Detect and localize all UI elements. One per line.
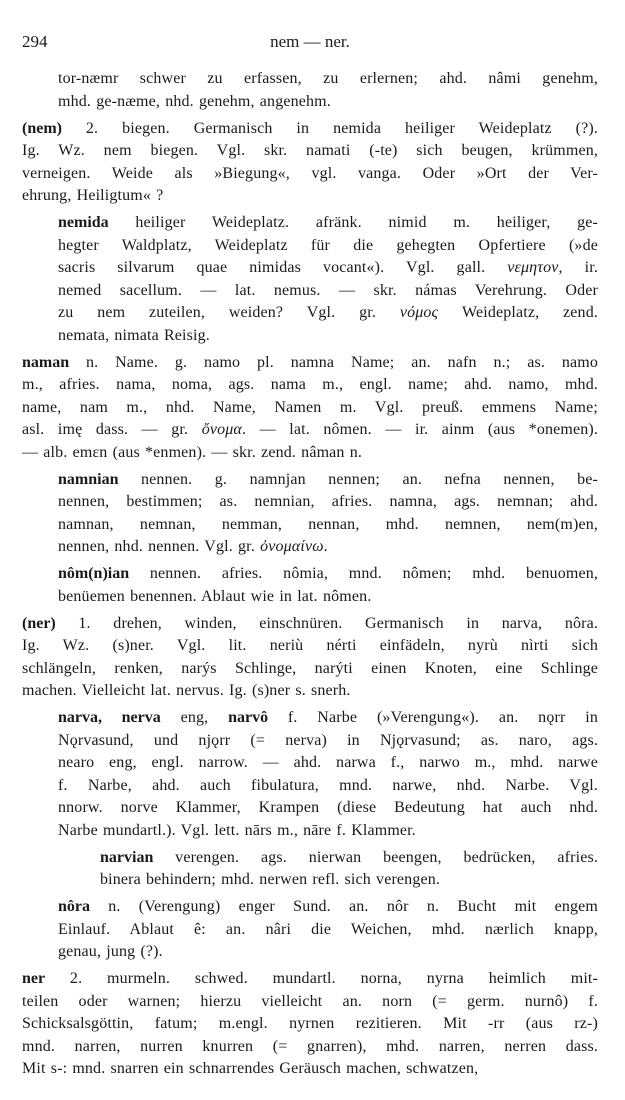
text-line <box>58 941 598 964</box>
dictionary-entry <box>0 352 625 465</box>
dictionary-entries <box>0 68 625 1085</box>
headword: nôm(n)ian <box>58 565 130 582</box>
headword: (ner) <box>22 614 56 632</box>
text-line <box>22 163 598 186</box>
text-line <box>58 775 598 798</box>
text-line <box>58 212 598 235</box>
entry-text: benüemen benennen. Ablaut wie in lat. nômen. <box>58 587 372 605</box>
entry-text: mnd. narren, nurren knurren (= gnarren), mhd. narren, nerren dass. <box>22 1037 598 1055</box>
entry-text: Mit s-: mnd. snarren ein schnarrendes Geräusch machen, schwatzen, <box>22 1060 479 1077</box>
entry-text: zu nem zuteilen, weiden? Vgl. gr. <box>58 304 400 321</box>
text-line <box>22 397 598 420</box>
entry-text: hegter Waldplatz, Weideplatz für die gehegten Opfertiere (»de <box>58 236 598 254</box>
headword: narvô <box>228 709 269 726</box>
entry-text: n. Name. g. namo pl. namna Name; an. nafn n.; as. namo <box>69 353 598 371</box>
text-line <box>58 257 598 280</box>
text-line <box>58 730 598 753</box>
text-line <box>58 325 598 348</box>
dictionary-entry <box>0 118 625 208</box>
greek-form: νεμητον <box>507 259 559 276</box>
entry-text: nearo eng, engl. narrow. — ahd. narwa f., narwo m., mhd. narwe <box>58 754 598 771</box>
text-line <box>22 613 598 636</box>
entry-text: Ig. Wz. (s)ner. Vgl. lit. neriù nérti einfädeln, nyrù nìrti sich <box>22 637 598 654</box>
entry-text: 2. murmeln. schwed. mundartl. norna, nyrna heimlich mit- <box>45 970 598 987</box>
text-line <box>22 118 598 141</box>
greek-form: ὀνομαίνω <box>260 538 324 555</box>
entry-text: f. Narbe (»Verengung«). an. nǫrr in <box>268 709 598 726</box>
text-line <box>22 991 598 1014</box>
text-line <box>22 1013 598 1036</box>
text-line <box>22 1036 598 1059</box>
dictionary-subentry <box>0 469 625 559</box>
text-line <box>22 658 598 681</box>
entry-text: nennen. afries. nômia, mnd. nômen; mhd. benuomen, <box>129 565 598 582</box>
entry-text: m., afries. nama, noma, ags. nama m., engl. name; ahd. namo, mhd. <box>22 376 598 393</box>
text-line <box>58 536 598 559</box>
entry-text: Einlauf. Ablaut ê: an. nâri die Weichen, mhd. nærlich knapp, <box>58 920 598 938</box>
entry-text: tor-næmr schwer zu erfassen, zu erlernen; ahd. nâmi genehm, <box>58 70 598 87</box>
entry-text: nemed sacellum. — lat. nemus. — skr. námas Verehrung. Oder <box>58 281 598 299</box>
text-line <box>22 140 598 163</box>
headword: narva, nerva <box>58 709 161 726</box>
text-line <box>58 469 598 492</box>
headword: nemida <box>58 214 109 231</box>
text-line <box>22 185 598 208</box>
entry-text: Schicksalsgöttin, fatum; m.engl. nyrnen rezitieren. Mit -rr (aus rz-) <box>22 1015 598 1032</box>
dictionary-entry <box>0 968 625 1081</box>
text-line <box>22 968 598 991</box>
dictionary-subentry <box>0 68 625 113</box>
entry-text: Nǫrvasund, und njǫrr (= nerva) in Njǫrvasund; as. naro, ags. <box>58 731 598 749</box>
text-line <box>58 68 598 91</box>
entry-text: eng, <box>160 709 229 726</box>
text-line <box>58 896 598 919</box>
text-line <box>22 680 598 703</box>
entry-text: 1. drehen, winden, einschnüren. Germanisch in narva, nôra. <box>55 614 598 632</box>
entry-text: Ig. Wz. nem biegen. Vgl. skr. namati (-te) sich beugen, krümmen, <box>22 142 598 159</box>
entry-text: ehrung, Heiligtum« ? <box>22 187 164 204</box>
text-line <box>22 442 598 465</box>
headword: (nem) <box>22 119 62 137</box>
entry-text: . <box>323 538 328 555</box>
dictionary-subentry <box>0 896 625 964</box>
page-header <box>22 30 598 54</box>
dictionary-subentry <box>0 707 625 842</box>
dictionary-subentry <box>0 847 625 892</box>
entry-text: nennen, nhd. nennen. Vgl. gr. <box>58 538 261 555</box>
text-line <box>58 280 598 303</box>
text-line <box>100 847 598 870</box>
headword: namnian <box>58 470 119 488</box>
headword: narvian <box>100 848 154 866</box>
dictionary-subentry <box>0 563 625 608</box>
dictionary-entry <box>0 613 625 703</box>
text-line <box>22 1058 598 1081</box>
entry-text: — alb. emεn (aus *enmen). — skr. zend. nâman n. <box>22 443 363 461</box>
entry-text: machen. Vielleicht lat. nervus. Ig. (s)ner s. snerh. <box>22 682 351 699</box>
text-line <box>58 820 598 843</box>
page-number: 294 <box>22 32 48 51</box>
entry-text: Weideplatz, zend. <box>438 304 598 321</box>
entry-text: nennen. g. namnjan nennen; an. nefna nennen, be- <box>118 470 598 488</box>
text-line <box>22 374 598 397</box>
headword: nôra <box>58 898 90 915</box>
entry-text: heiliger Weideplatz. afränk. nimid m. heiliger, ge- <box>108 214 598 231</box>
greek-form: νόμος <box>399 304 439 321</box>
entry-text: namnan, nemnan, nemman, nennan, mhd. nemnen, nem(m)en, <box>58 515 598 533</box>
text-line <box>58 752 598 775</box>
text-line <box>58 586 598 609</box>
text-line <box>58 707 598 730</box>
text-line <box>22 352 598 375</box>
text-line <box>58 91 598 114</box>
dictionary-subentry <box>0 212 625 347</box>
entry-text: mhd. ge-næme, nhd. genehm, angenehm. <box>58 92 331 110</box>
entry-text: nnorw. norve Klammer, Krampen (diese Bedeutung hat auch nhd. <box>58 799 598 816</box>
text-line <box>22 419 598 442</box>
entry-text: genau, jung (?). <box>58 943 163 960</box>
entry-text: Narbe mundartl.). Vgl. lett. nārs m., nāre f. Klammer. <box>58 821 416 839</box>
entry-text: , ir. <box>558 259 598 276</box>
text-line <box>58 563 598 586</box>
entry-text: verneigen. Weide als »Biegung«, vgl. vanga. Oder »Ort der Ver- <box>22 164 598 182</box>
entry-text: nennen, bestimmen; as. nemnian, afries. namna, ags. nemnan; ahd. <box>58 493 598 510</box>
entry-text: n. (Verengung) enger Sund. an. nôr n. Bucht mit engem <box>90 898 598 915</box>
running-head: nem — ner. <box>270 32 350 51</box>
text-line <box>58 491 598 514</box>
entry-text: . — lat. nômen. — ir. ainm (aus *onemen). <box>241 421 598 438</box>
text-line <box>58 797 598 820</box>
entry-text: 2. biegen. Germanisch in nemida heiliger Weideplatz (?). <box>61 119 598 137</box>
entry-text: nemata, nimata Reisig. <box>58 326 210 344</box>
text-line <box>58 919 598 942</box>
text-line <box>22 635 598 658</box>
entry-text: name, nam m., nhd. Name, Namen m. Vgl. preuß. emmens Name; <box>22 398 598 416</box>
entry-text: f. Narbe, ahd. auch fibulatura, mnd. narwe, nhd. Narbe. Vgl. <box>58 776 598 794</box>
entry-text: asl. imę dass. — gr. <box>22 421 202 438</box>
entry-text: sacris silvarum quae nimidas vocant«). Vgl. gall. <box>58 259 508 276</box>
text-line <box>58 514 598 537</box>
entry-text: verengen. ags. nierwan beengen, bedrücken, afries. <box>153 848 598 866</box>
text-line <box>100 869 598 892</box>
headword: naman <box>22 353 70 371</box>
greek-form: ὄνομα <box>201 421 242 438</box>
text-line <box>58 302 598 325</box>
entry-text: schlängeln, renken, narýs Schlinge, narýti einen Knoten, eine Schlinge <box>22 659 598 677</box>
headword: ner <box>22 970 46 987</box>
text-line <box>58 235 598 258</box>
entry-text: binera behindern; mhd. nerwen refl. sich verengen. <box>100 871 441 888</box>
entry-text: teilen oder warnen; hierzu vielleicht an. norn (= germ. nurnô) f. <box>22 992 598 1010</box>
